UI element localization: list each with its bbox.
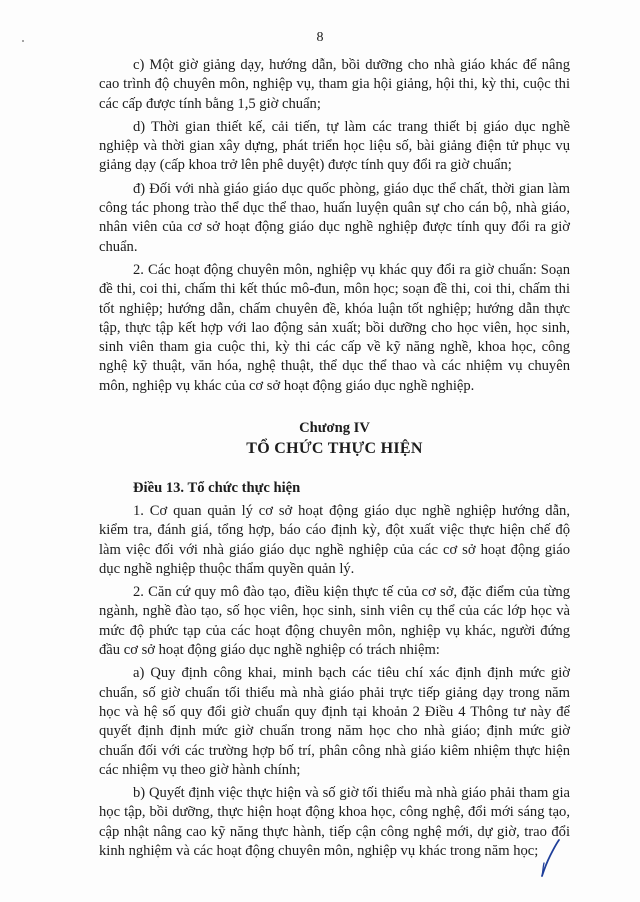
paragraph-dd: đ) Đối với nhà giáo giáo dục quốc phòng, giáo dục thể chất, thời gian làm công tác phong trào thể dục thể thao, huấn luyện quân sự cho cán bộ, nhà giáo, nhân viên của cơ sở hoạt động giáo dục nghề nghiệp được tính quy đổi ra giờ chuẩn. <box>99 180 570 255</box>
paragraph-2: 2. Các hoạt động chuyên môn, nghiệp vụ khác quy đổi ra giờ chuẩn: Soạn đề thi, coi thi, chấm thi kết thúc mô-đun, môn học; soạn đề thi, coi thi, chấm thi tốt nghiệp; hướng dẫn, chấm chuyên đề, khóa luận tốt nghiệp; hướng dẫn thực tập, thực tập kết hợp với lao động sản xuất; bồi dưỡng cho học viên, học sinh, sinh viên tham gia cuộc thi, kỳ thi các cấp về kỹ năng nghề, khoa học, công nghệ kỹ thuật, văn hóa, nghệ thuật, thể dục thể thao và các nhiệm vụ chuyên môn, nghiệp vụ khác của cơ sở hoạt động giáo dục nghề nghiệp. <box>99 261 570 394</box>
document-body <box>99 56 570 861</box>
article-paragraph-1: 1. Cơ quan quản lý cơ sở hoạt động giáo dục nghề nghiệp hướng dẫn, kiểm tra, đánh giá, tổng hợp, báo cáo định kỳ, đột xuất việc thực hiện chế độ làm việc đối với nhà giáo giáo dục nghề nghiệp của các cơ sở hoạt động giáo dục nghề nghiệp thuộc thẩm quyền quản lý. <box>99 502 570 577</box>
article-paragraph-b: b) Quyết định việc thực hiện và số giờ tối thiểu mà nhà giáo phải tham gia học tập, bồi dưỡng, thực hiện hoạt động khoa học, công nghệ, đổi mới sáng tạo, cập nhật nâng cao kỹ năng thực hành, tiếp cận công nghệ mới, dự giờ, trao đổi kinh nghiệm và các hoạt động chuyên môn, nghiệp vụ khác trong năm học; <box>99 785 570 859</box>
initial-mark <box>538 838 562 878</box>
chapter-title: TỔ CHỨC THỰC HIỆN <box>246 440 423 458</box>
article-paragraph-2: 2. Căn cứ quy mô đào tạo, điều kiện thực tế của cơ sở, đặc điểm của từng ngành, nghề đào tạo, số học viên, học sinh, sinh viên cụ thể của các lớp học và mức độ phức tạp của các hoạt động chuyên môn, nghiệp vụ khác, người đứng đầu cơ sở hoạt động giáo dục nghề nghiệp có trách nhiệm: <box>99 584 570 659</box>
article-heading: Điều 13. Tổ chức thực hiện <box>133 479 301 496</box>
scan-speck <box>22 40 24 42</box>
paragraph-d: d) Thời gian thiết kế, cải tiến, tự làm các trang thiết bị giáo dục nghề nghiệp và thời gian xây dựng, phát triển học liệu số, bài giảng điện tử phục vụ giảng dạy (cấp khoa trở lên phê duyệt) được tính quy đổi ra giờ chuẩn; <box>99 118 570 174</box>
paragraph-c: c) Một giờ giảng dạy, hướng dẫn, bồi dưỡng cho nhà giáo khác để nâng cao trình độ chuyên môn, nghiệp vụ, tham gia hội giảng, hội thi, kỳ thi, cuộc thi các cấp được tính bằng 1,5 giờ chuẩn; <box>99 57 570 112</box>
article-paragraph-a: a) Quy định công khai, minh bạch các tiêu chí xác định định mức giờ chuẩn, số giờ chuẩn tối thiểu mà nhà giáo phải trực tiếp giảng dạy trong năm học và hệ số quy đổi giờ chuẩn quy định tại khoản 2 Điều 4 Thông tư này để quyết định định mức giờ chuẩn trong năm học cho nhà giáo; định mức giờ chuẩn đối với các trường hợp bố trí, phân công nhà giáo kiêm nhiệm thực hiện các nhiệm vụ theo giờ hành chính; <box>99 665 570 778</box>
chapter-number: Chương IV <box>299 420 370 437</box>
page-number: 8 <box>316 30 324 45</box>
